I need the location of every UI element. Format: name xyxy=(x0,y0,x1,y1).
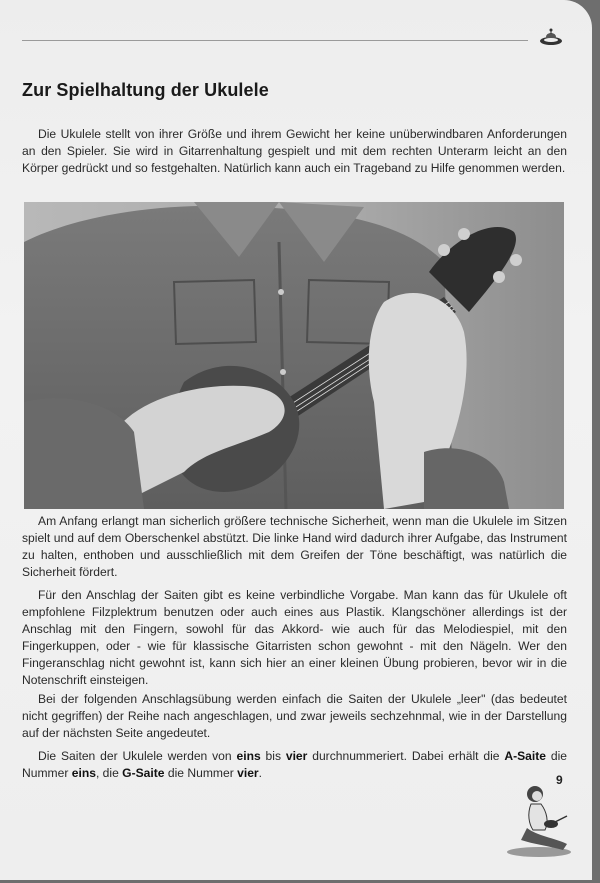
text-segment: die Nummer xyxy=(164,766,238,780)
paragraph-4 xyxy=(22,691,567,742)
intro-paragraph xyxy=(22,126,567,177)
text-segment: durchnummeriert. Dabei erhält die xyxy=(307,749,505,763)
paragraph-4-text: Bei der folgenden Anschlagsübung werden einfach die Saiten der Ukulele „leer" (das bedeutet nicht gegriffen) der Reihe nach angeschlagen, und zwar jeweils sechzehnmal, wie in der Darstellung auf der nächsten Seite angedeutet. xyxy=(22,692,567,740)
text-segment: Die Saiten der Ukulele werden von xyxy=(38,749,237,763)
bold-term: A-Saite xyxy=(504,749,547,763)
hula-girl-illustration xyxy=(497,780,577,860)
page-heading: Zur Spielhaltung der Ukulele xyxy=(22,80,269,100)
text-segment: bis xyxy=(260,749,286,763)
intro-text: Die Ukulele stellt von ihrer Größe und ihrem Gewicht her keine unüberwindbaren Anforderungen an den Spieler. Sie wird in Gitarrenhaltung gespielt und mit dem rechten Unterarm leicht an den Körper gedrückt und so festgehalten. Natürlich kann auch ein Trageband zu Hilfe genommen werden. xyxy=(22,127,567,175)
text-segment: , die xyxy=(95,766,123,780)
paragraph-3-text: Für den Anschlag der Saiten gibt es keine verbindliche Vorgabe. Man kann das für Ukulele oft empfohlene Filzplektrum benutzen oder auch eines aus Plastik. Klangschöner allerdings ist der Anschlag mit den Fingern, sowohl für das Akkord- wie auch für das Melodiespiel, mit den Fingerkuppen, oder - wie für klassische Gitarristen schon gewohnt - mit den Nägeln. Wer den Fingeranschlag nicht gewohnt ist, kann sich hier an einer kleinen Übung probieren, bevor wir in die Notenschrift einsteigen. xyxy=(22,588,567,687)
bold-term: vier xyxy=(237,766,259,780)
ufo-icon xyxy=(536,24,566,50)
paragraph-2-text: Am Anfang erlangt man sicherlich größere technische Sicherheit, wenn man die Ukulele im Sitzen spielt und auf dem Oberschenkel abstützt. Die linke Hand wird dadurch ihrer Aufgabe, das Instrument zu halten, enthoben und ausschließlich mit dem Greifen der Töne beschäftigt, was natürlich die Sicherheit fördert. xyxy=(22,514,567,579)
paragraph-3 xyxy=(22,587,567,689)
bold-term: eins xyxy=(236,749,261,763)
bold-term: G-Saite xyxy=(122,766,165,780)
ukulele-player-photo xyxy=(24,202,564,509)
bold-term: vier xyxy=(285,749,308,763)
text-segment: die Nummer xyxy=(22,749,568,780)
paragraph-5-text xyxy=(22,749,567,780)
paragraph-5 xyxy=(22,748,567,782)
bold-term: eins xyxy=(71,766,96,780)
header-rule xyxy=(22,40,528,41)
text-segment: . xyxy=(258,766,263,780)
paragraph-2 xyxy=(22,513,567,581)
page-number: 9 xyxy=(556,773,563,787)
